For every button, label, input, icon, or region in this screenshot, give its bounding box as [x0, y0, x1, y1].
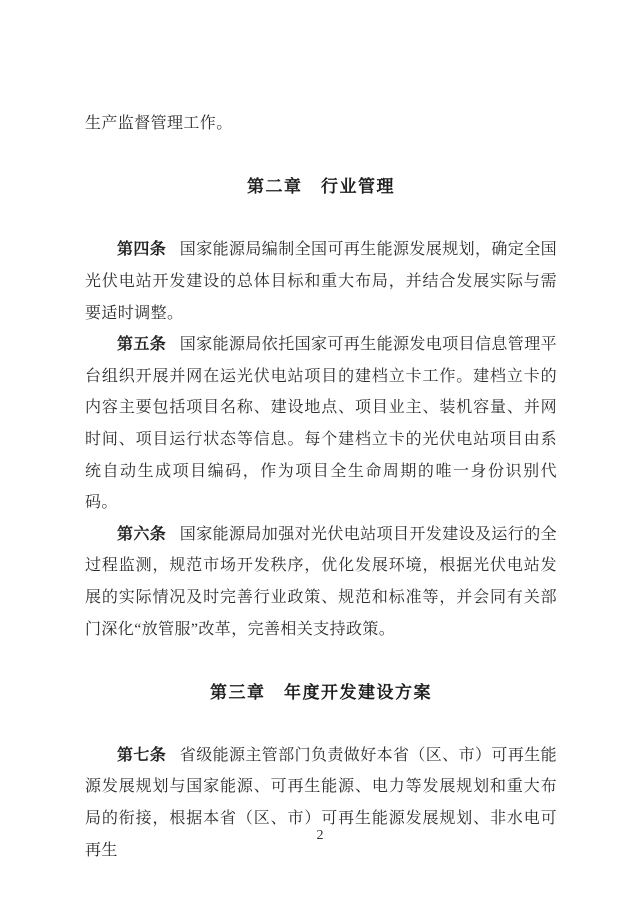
article-4	[85, 234, 557, 329]
article-6	[85, 519, 557, 645]
paragraph-continuation: 生产监督管理工作。	[85, 115, 233, 132]
article-6-label: 第六条	[117, 525, 167, 543]
page-number: 2	[316, 828, 324, 843]
article-4-label: 第四条	[117, 241, 167, 259]
article-4-text: 国家能源局编制全国可再生能源发展规划，确定全国光伏电站开发建设的总体目标和重大布局，并结合发展实际与需要适时调整。	[85, 241, 557, 322]
article-5-text: 国家能源局依托国家可再生能源发电项目信息管理平台组织开展并网在运光伏电站项目的建档立卡工作。建档立卡的内容主要包括项目名称、建设地点、项目业主、装机容量、并网时间、项目运行状态等信息。每个建档立卡的光伏电站项目由系统自动生成项目编码，作为项目全生命周期的唯一身份识别代码。	[85, 336, 557, 512]
page-body	[85, 108, 557, 866]
article-7-label: 第七条	[117, 746, 167, 764]
article-7	[85, 740, 557, 866]
article-5-label: 第五条	[117, 336, 167, 354]
article-6-text: 国家能源局加强对光伏电站项目开发建设及运行的全过程监测，规范市场开发秩序，优化发展环境，根据光伏电站发展的实际情况及时完善行业政策、规范和标准等，并会同有关部门深化“放管服”改革，完善相关支持政策。	[85, 525, 557, 638]
chapter-heading-2: 第二章 行业管理	[247, 177, 395, 197]
article-7-text: 省级能源主管部门负责做好本省（区、市）可再生能源发展规划与国家能源、可再生能源、电力等发展规划和重大布局的衔接，根据本省（区、市）可再生能源发展规划、非水电可再生	[85, 746, 557, 859]
article-5	[85, 329, 557, 519]
chapter-heading-3: 第三章 年度开发建设方案	[210, 682, 432, 702]
